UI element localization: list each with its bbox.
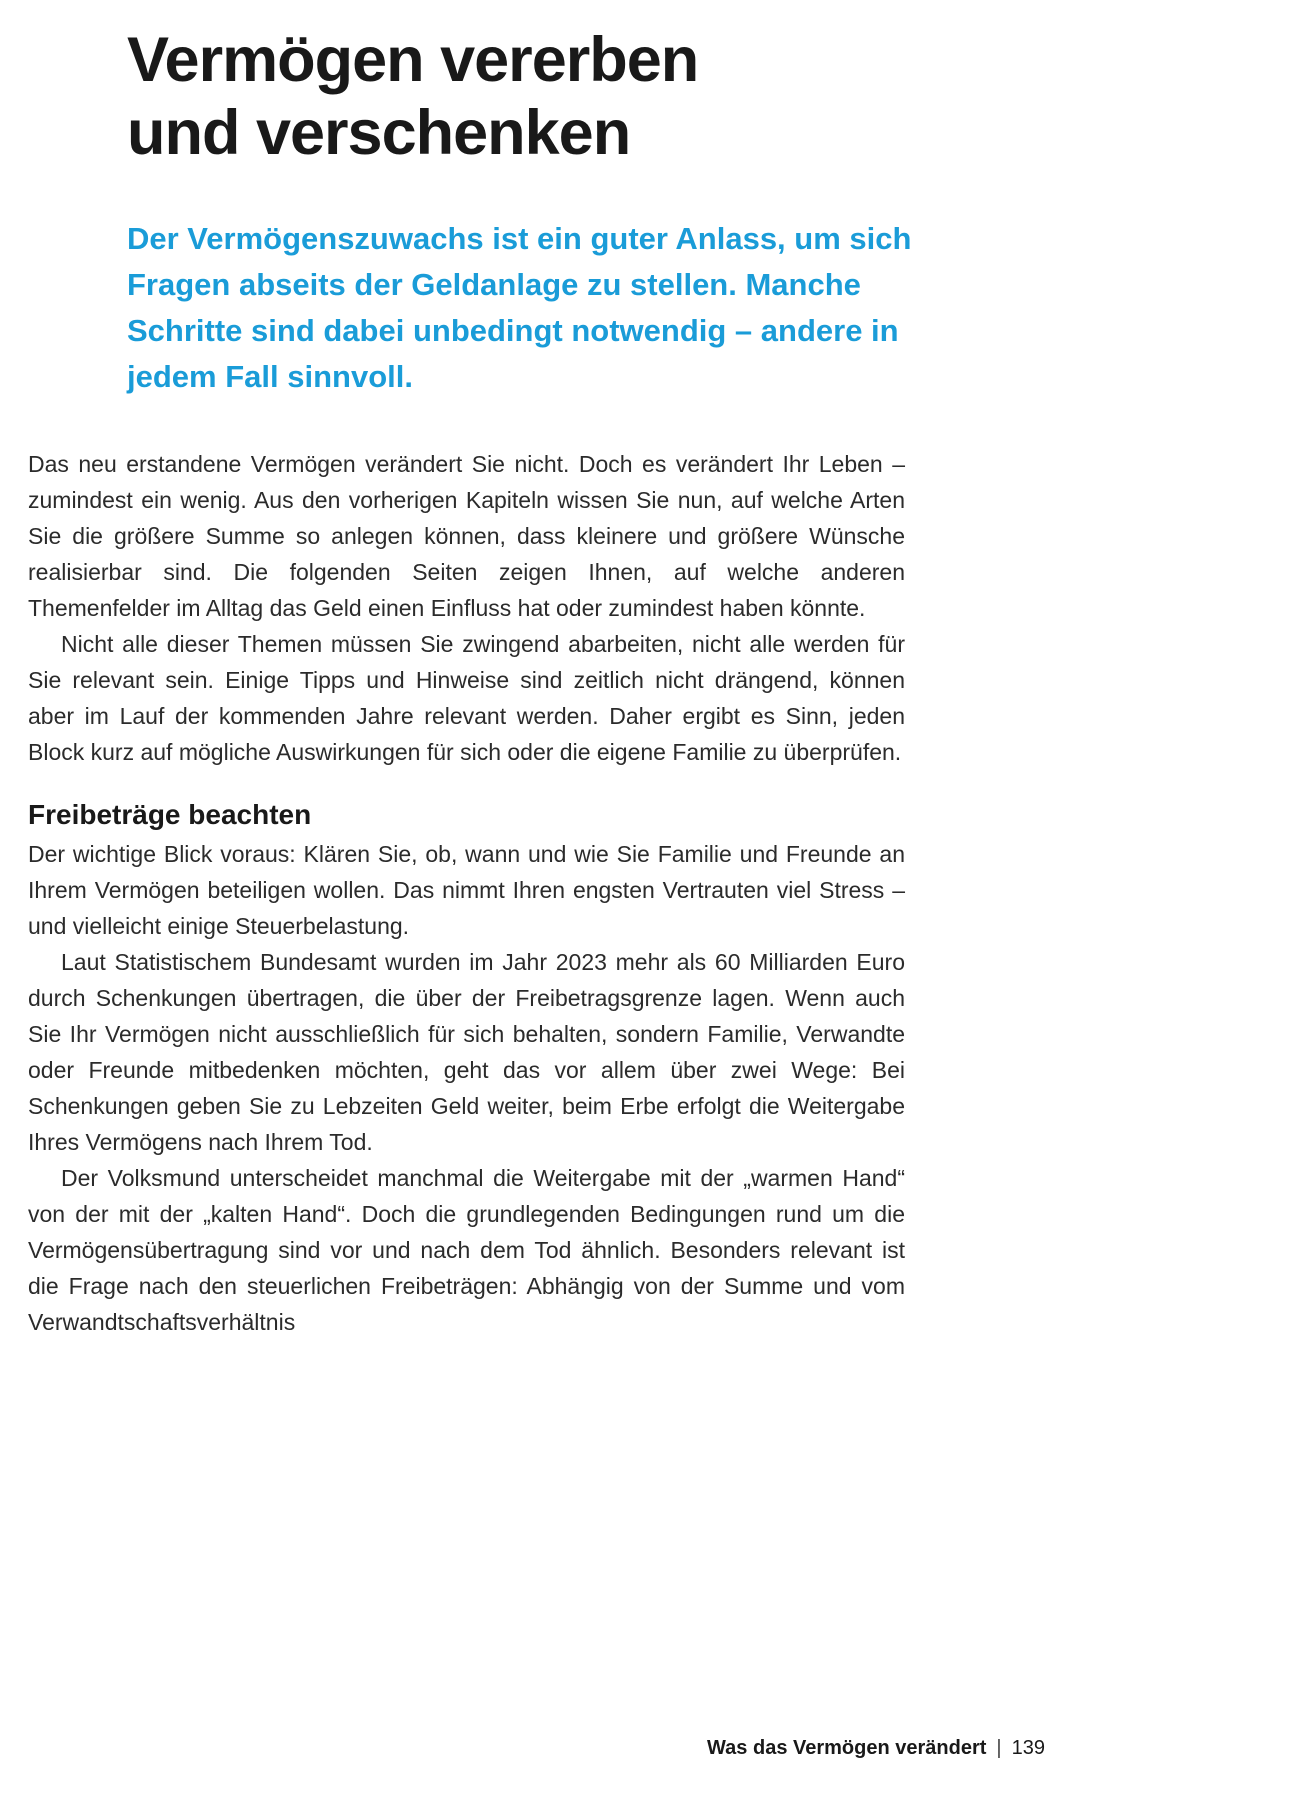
footer-separator: | bbox=[996, 1737, 1002, 1759]
footer-page-number: 139 bbox=[1011, 1737, 1045, 1759]
intro-paragraph-2: Nicht alle dieser Themen müssen Sie zwingend abarbeiten, nicht alle werden für Sie relevant sein. Einige Tipps und Hinweise sind zeitlich nicht drängend, können aber im Lauf der kommenden Jahre relevant werden. Daher ergibt es Sinn, jeden Block kurz auf mögliche Auswirkungen für sich oder die eigene Familie zu überprüfen. bbox=[28, 631, 905, 765]
page-title-line-1: Vermögen vererben bbox=[127, 25, 699, 95]
section-paragraph-3: Der Volksmund unterscheidet manchmal die Weitergabe mit der „warmen Hand“ von der mit der „kalten Hand“. Doch die grundlegenden Bedingungen rund um die Vermögensübertragung sind vor und nach dem Tod ähnlich. Besonders relevant ist die Frage nach den steuerlichen Freibeträgen: Abhängig von der Summe und vom Verwandtschaftsverhältnis bbox=[28, 1165, 905, 1335]
section-heading: Freibeträge beachten bbox=[28, 799, 312, 830]
body-text-column bbox=[28, 446, 905, 1340]
section-paragraph-1: Der wichtige Blick voraus: Klären Sie, ob, wann und wie Sie Familie und Freunde an Ihrem Vermögen beteiligen wollen. Das nimmt Ihren engsten Vertrauten viel Stress – und vielleicht einige Steuerbelastung. bbox=[28, 841, 905, 939]
section-paragraph-2: Laut Statistischem Bundesamt wurden im Jahr 2023 mehr als 60 Milliarden Euro durch Schenkungen übertragen, die über der Freibetragsgrenze lagen. Wenn auch Sie Ihr Vermögen nicht ausschließlich für sich behalten, sondern Familie, Verwandte oder Freunde mitbedenken möchten, geht das vor allem über zwei Wege: Bei Schenkungen geben Sie zu Lebzeiten Geld weiter, beim Erbe erfolgt die Weitergabe Ihres Vermögens nach Ihrem Tod. bbox=[28, 949, 905, 1155]
intro-paragraph-1: Das neu erstandene Vermögen verändert Sie nicht. Doch es verändert Ihr Leben – zumindest ein wenig. Aus den vorherigen Kapiteln wissen Sie nun, auf welche Arten Sie die größere Summe so anlegen können, dass kleinere und größere Wünsche realisierbar sind. Die folgenden Seiten zeigen Ihnen, auf welche anderen Themenfelder im Alltag das Geld einen Einfluss hat oder zumindest haben könnte. bbox=[28, 451, 905, 621]
page-footer bbox=[707, 1737, 1045, 1760]
lead-paragraph: Der Vermögenszuwachs ist ein guter Anlass, um sich Fragen abseits der Geldanlage zu stellen. Manche Schritte sind dabei unbedingt notwendig – andere in jedem Fall sinnvoll. bbox=[127, 221, 912, 394]
page-title bbox=[127, 24, 698, 170]
footer-chapter-title: Was das Vermögen verändert bbox=[707, 1737, 987, 1759]
page-title-line-2: und verschenken bbox=[127, 98, 631, 168]
